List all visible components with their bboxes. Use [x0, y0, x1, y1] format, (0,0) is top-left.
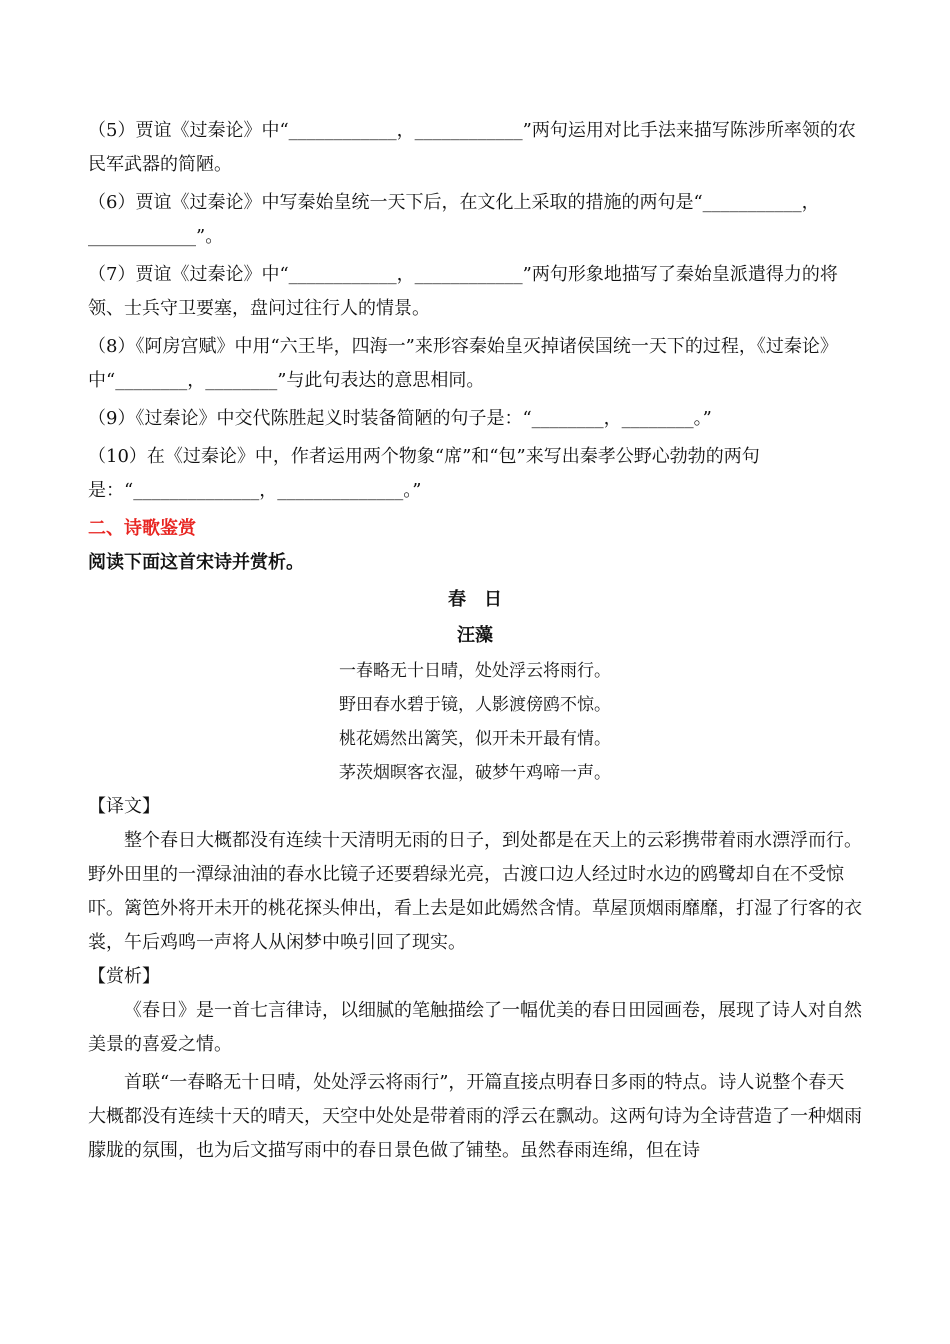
section-instruction: 阅读下面这首宋诗并赏析。: [88, 552, 304, 573]
poem-author: 汪藻: [457, 625, 493, 646]
question-5: （5）贾谊《过秦论》中“____________，____________”两句运用对比手法来描写陈涉所率领的农民军武器的简陋。: [88, 120, 856, 175]
question-9: （9）《过秦论》中交代陈胜起义时装备简陋的句子是：“________，________。”: [88, 408, 712, 429]
poem-line-1: 一春略无十日晴，处处浮云将雨行。: [339, 661, 611, 681]
poem-line-4: 茅茨烟暝客衣湿，破梦午鸡啼一声。: [339, 763, 611, 783]
page-content: [88, 114, 862, 1168]
question-8: （8）《阿房宫赋》中用“六王毕，四海一”来形容秦始皇灭掉诸侯国统一天下的过程，《过秦论》中“________，________”与此句表达的意思相同。: [88, 336, 838, 391]
question-6: （6）贾谊《过秦论》中写秦始皇统一天下后，在文化上采取的措施的两句是“___________，____________”。: [88, 192, 820, 247]
poem-line-3: 桃花嫣然出篱笑，似开未开最有情。: [339, 729, 611, 749]
appreciation-label: 【赏析】: [88, 966, 160, 987]
question-7: （7）贾谊《过秦论》中“____________，____________”两句形象地描写了秦始皇派遣得力的将领、士兵守卫要塞，盘问过往行人的情景。: [88, 264, 838, 319]
translation-text: 整个春日大概都没有连续十天清明无雨的日子，到处都是在天上的云彩携带着雨水漂浮而行。野外田里的一潭绿油油的春水比镜子还要碧绿光亮，古渡口边人经过时水边的鸥鹭却自在不受惊吓。篱笆外将开未开的桃花探头伸出，看上去是如此嫣然含情。草屋顶烟雨靡靡，打湿了行客的衣裳，午后鸡鸣一声将人从闲梦中唤引回了现实。: [88, 830, 862, 953]
poem-line-2: 野田春水碧于镜，人影渡傍鸥不惊。: [339, 695, 611, 715]
appreciation-paragraph-2: 首联“一春略无十日晴，处处浮云将雨行”，开篇直接点明春日多雨的特点。诗人说整个春天大概都没有连续十天的晴天，天空中处处是带着雨的浮云在飘动。这两句诗为全诗营造了一种烟雨朦胧的氛围，也为后文描写雨中的春日景色做了铺垫。虽然春雨连绵，但在诗: [88, 1072, 862, 1161]
poem-title: 春 日: [448, 589, 502, 610]
question-10: （10）在《过秦论》中，作者运用两个物象“席”和“包”来写出秦孝公野心勃勃的两句是：“______________，______________。”: [88, 446, 760, 501]
appreciation-paragraph-1: 《春日》是一首七言律诗，以细腻的笔触描绘了一幅优美的春日田园画卷，展现了诗人对自然美景的喜爱之情。: [88, 1000, 862, 1055]
section-heading-poetry: 二、诗歌鉴赏: [88, 518, 196, 539]
translation-label: 【译文】: [88, 796, 160, 817]
